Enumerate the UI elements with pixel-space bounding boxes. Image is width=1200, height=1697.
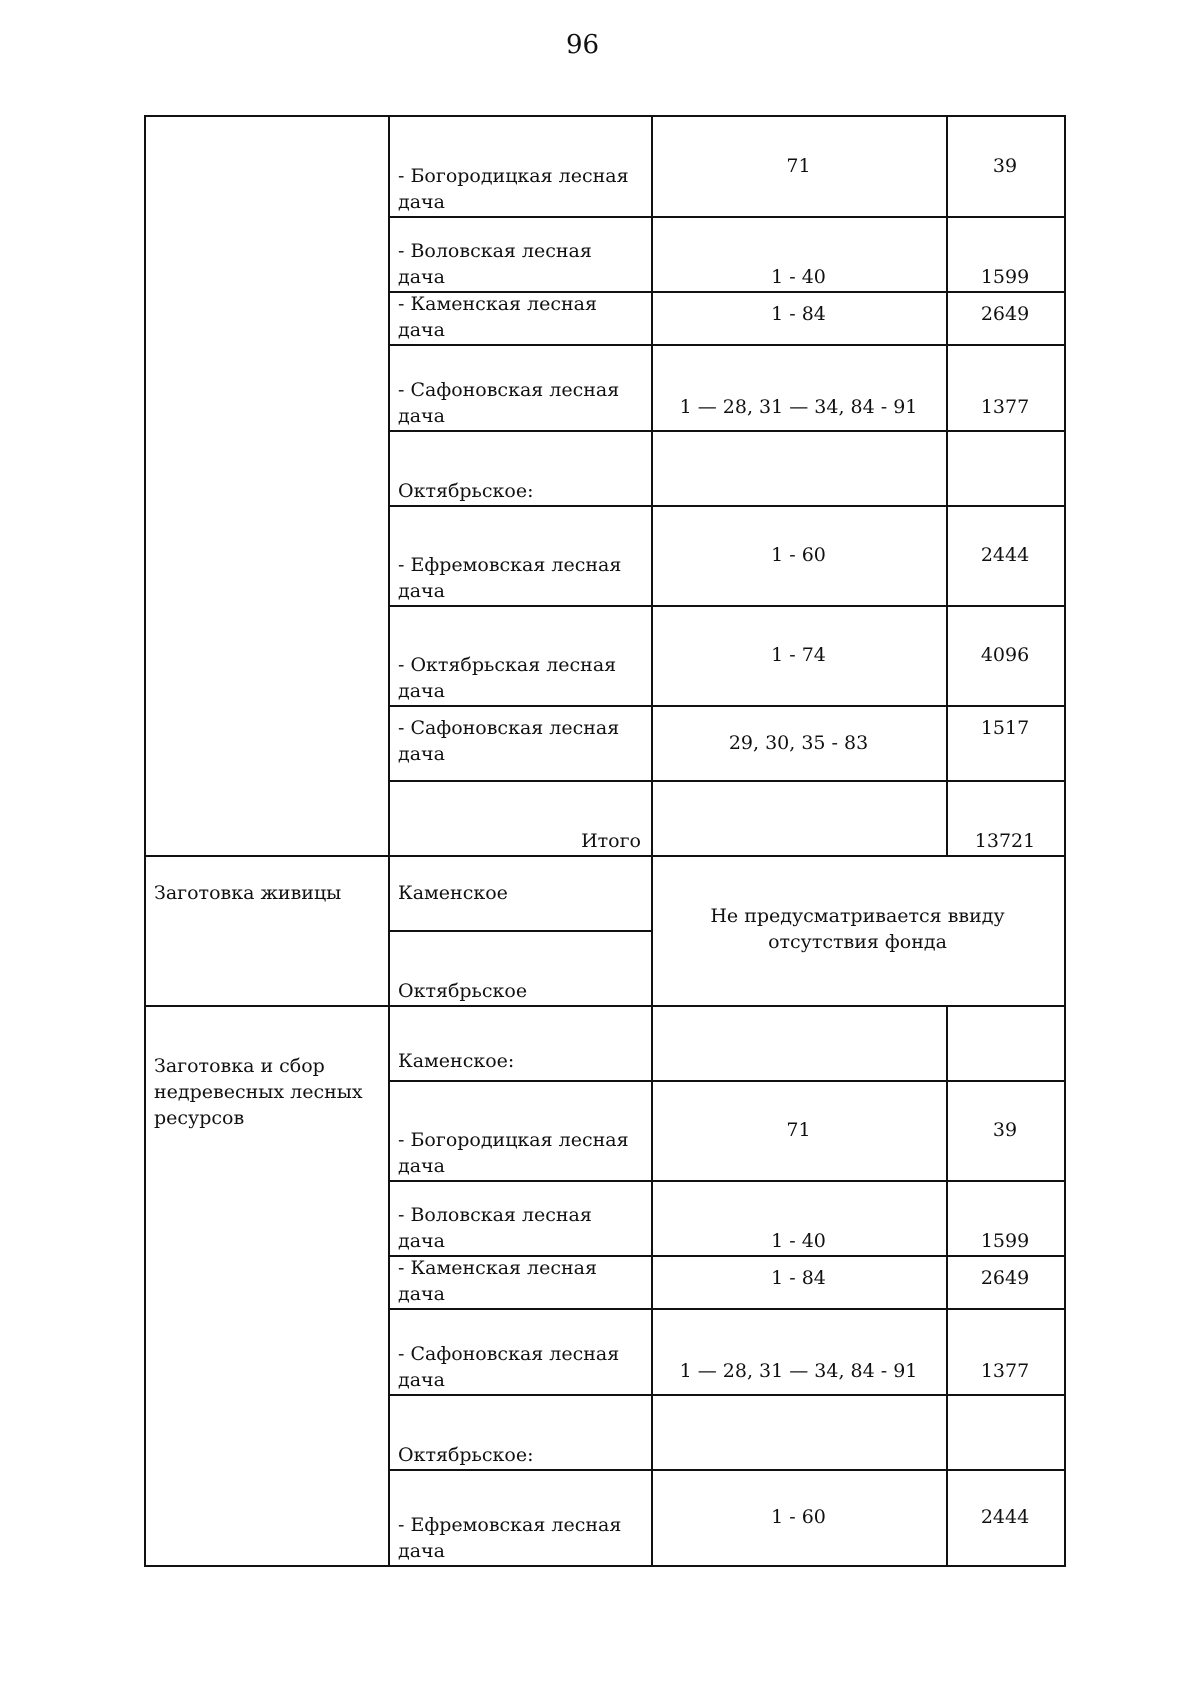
row-quarters: 1 - 40 xyxy=(771,1230,826,1252)
row-area: 39 xyxy=(992,1119,1018,1141)
table-border-left xyxy=(144,115,146,1567)
row-divider xyxy=(388,344,1064,346)
resin-note: Не предусматривается ввиду отсутствия фонда xyxy=(710,905,1005,953)
total-area: 13721 xyxy=(974,830,1036,852)
row-quarters: 1 — 28, 31 — 34, 84 - 91 xyxy=(679,396,918,418)
row-divider xyxy=(388,430,1064,432)
row-quarters: 1 - 40 xyxy=(771,266,826,288)
row-area: 1377 xyxy=(980,396,1030,418)
row-name: Каменское: xyxy=(398,1050,515,1072)
row-name: - Ефремовская лесная дача xyxy=(398,554,622,602)
table-border-top xyxy=(144,115,1066,117)
row-name: - Сафоновская лесная дача xyxy=(398,379,620,427)
row-name: Октябрьское: xyxy=(398,480,534,502)
row-divider xyxy=(388,605,1064,607)
row-divider xyxy=(388,930,651,932)
row-area: 1377 xyxy=(980,1360,1030,1382)
row-quarters: 1 - 84 xyxy=(771,303,826,325)
resin-forestry-2: Октябрьское xyxy=(398,980,528,1002)
row-name: - Воловская лесная дача xyxy=(398,1204,592,1252)
resin-forestry-1: Каменское xyxy=(398,881,508,904)
row-name: - Воловская лесная дача xyxy=(398,240,592,288)
forest-use-table xyxy=(144,115,1064,1565)
row-name: - Каменская лесная дача xyxy=(398,1257,597,1305)
row-quarters: 1 - 60 xyxy=(771,544,826,566)
row-name: - Каменская лесная дача xyxy=(398,293,597,341)
row-quarters: 1 - 84 xyxy=(771,1267,826,1289)
row-area: 1599 xyxy=(980,1230,1030,1252)
table-border-right xyxy=(1064,115,1066,1567)
row-quarters: 1 - 74 xyxy=(771,644,826,666)
row-divider xyxy=(388,291,1064,293)
row-divider xyxy=(388,1469,1064,1471)
row-quarters: 71 xyxy=(786,1119,811,1141)
row-divider xyxy=(388,780,1064,782)
row-area: 39 xyxy=(992,154,1018,177)
table-border-bottom xyxy=(144,1565,1066,1567)
row-divider xyxy=(388,705,1064,707)
row-quarters: 71 xyxy=(786,154,811,177)
row-divider xyxy=(388,1394,1064,1396)
row-area: 2444 xyxy=(980,1506,1030,1528)
section-divider xyxy=(144,1005,1066,1007)
row-divider xyxy=(388,1180,1064,1182)
row-divider xyxy=(388,1255,1064,1257)
resin-activity: Заготовка живицы xyxy=(154,881,342,904)
row-name: - Богородицкая лесная дача xyxy=(398,1129,629,1177)
row-area: 4096 xyxy=(980,644,1030,666)
row-name: Октябрьское: xyxy=(398,1444,534,1466)
page-number: 96 xyxy=(565,30,600,60)
row-quarters: 29, 30, 35 - 83 xyxy=(728,731,869,754)
total-label: Итого xyxy=(581,830,641,852)
row-quarters xyxy=(651,430,946,505)
row-name: - Сафоновская лесная дача xyxy=(398,1343,620,1391)
row-name: - Богородицкая лесная дача xyxy=(398,165,629,213)
section-divider xyxy=(144,855,1066,857)
row-name: - Октябрьская лесная дача xyxy=(398,654,617,702)
column-divider xyxy=(946,1005,948,1565)
row-area: 1517 xyxy=(980,717,1030,739)
row-divider xyxy=(388,1308,1064,1310)
column-divider xyxy=(946,115,948,855)
row-divider xyxy=(388,505,1064,507)
row-area: 1599 xyxy=(980,266,1030,288)
row-area: 2444 xyxy=(980,544,1030,566)
column-divider xyxy=(388,115,390,1565)
row-divider xyxy=(388,1080,1064,1082)
row-quarters: 1 — 28, 31 — 34, 84 - 91 xyxy=(679,1360,918,1382)
row-area: 2649 xyxy=(980,1267,1030,1289)
row-divider xyxy=(388,216,1064,218)
row-quarters: 1 - 60 xyxy=(771,1506,826,1528)
row-name: - Ефремовская лесная дача xyxy=(398,1514,622,1562)
nontimber-activity: Заготовка и сбор недревесных лесных ресурсов xyxy=(154,1055,363,1129)
row-area: 2649 xyxy=(980,303,1030,325)
row-area xyxy=(946,430,1064,505)
row-name: - Сафоновская лесная дача xyxy=(398,717,620,765)
column-divider xyxy=(651,115,653,1565)
